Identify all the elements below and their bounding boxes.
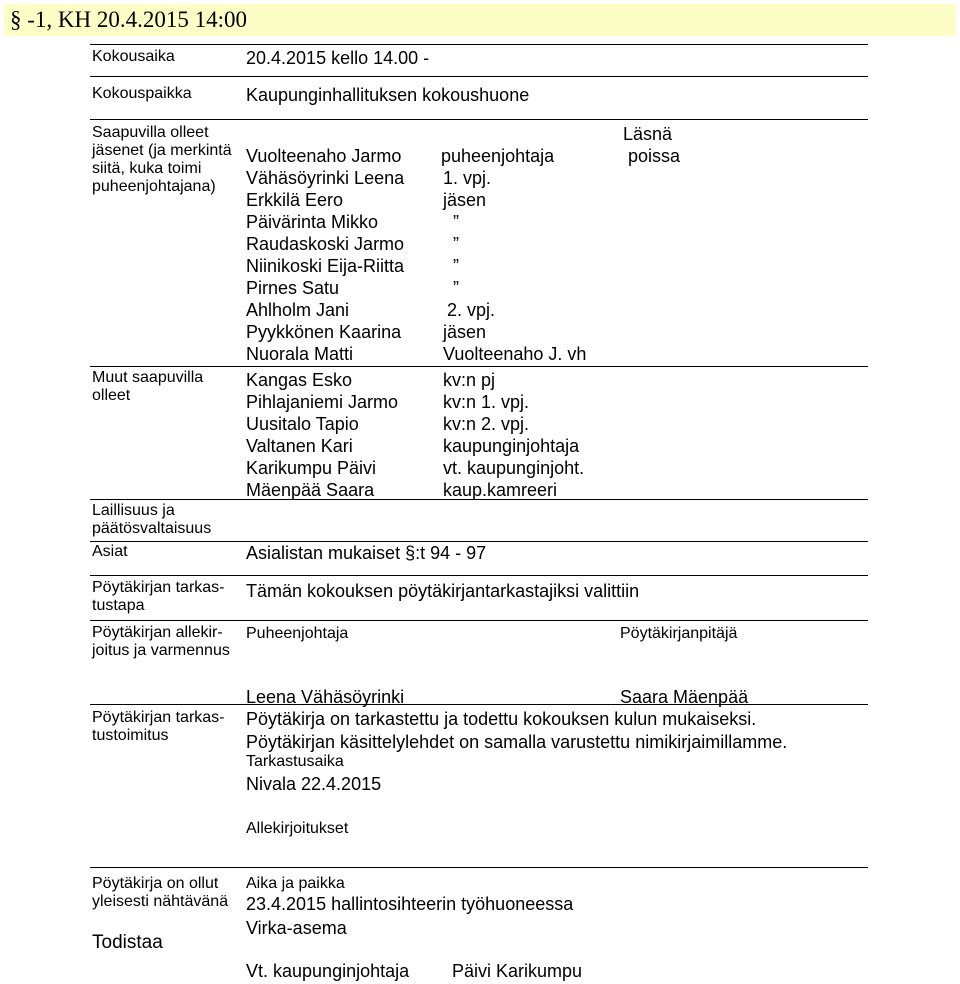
members-label-line: jäsenet (ja merkintä — [92, 142, 232, 159]
meeting-place-value: Kaupunginhallituksen kokoushuone — [246, 85, 530, 105]
attendee-name: Uusitalo Tapio — [246, 414, 359, 434]
member-role: ” — [453, 256, 459, 276]
review-method-label-line: Pöytäkirjan tarkas- — [92, 579, 225, 596]
member-role: ” — [453, 212, 459, 232]
others-label-line: olleet — [92, 387, 131, 404]
position-caption: Virka-asema — [246, 918, 347, 938]
signatures-caption: Allekirjoitukset — [246, 820, 349, 837]
secretary-name: Saara Mäenpää — [620, 687, 749, 707]
attendee-name: Pihlajaniemi Jarmo — [246, 392, 399, 412]
public-display-label-line: yleisesti nähtävänä — [92, 893, 229, 910]
signing-label-line: joitus ja varmennus — [92, 642, 230, 659]
meeting-time-label: Kokousaika — [92, 48, 175, 65]
attendee-role: kv:n 2. vpj. — [443, 414, 530, 434]
member-name: Erkkilä Eero — [246, 190, 344, 210]
members-label-line: siitä, kuka toimi — [92, 160, 202, 177]
member-role: jäsen — [443, 322, 487, 342]
meeting-place-label: Kokouspaikka — [92, 85, 192, 102]
divider — [90, 867, 868, 868]
chair-caption: Puheenjohtaja — [246, 625, 349, 642]
review-statement: Pöytäkirjan käsittelylehdet on samalla varustettu nimikirjaimillamme. — [246, 732, 788, 752]
review-time-caption: Tarkastusaika — [246, 753, 344, 770]
position-value: Vt. kaupunginjohtaja — [246, 961, 410, 981]
member-role: Vuolteenaho J. vh — [443, 344, 587, 364]
member-name: Raudaskoski Jarmo — [246, 234, 405, 254]
member-name: Vähäsöyrinki Leena — [246, 168, 405, 188]
divider — [90, 76, 868, 77]
divider — [90, 620, 868, 621]
items-label: Asiat — [92, 543, 128, 560]
attendee-role: kv:n pj — [443, 370, 496, 390]
member-name: Nuorala Matti — [246, 344, 354, 364]
divider — [90, 366, 868, 367]
certifies-label: Todistaa — [92, 932, 163, 953]
member-role: ” — [453, 234, 459, 254]
member-name: Pirnes Satu — [246, 278, 340, 298]
items-value: Asialistan mukaiset §:t 94 - 97 — [246, 543, 487, 563]
members-label-line: Saapuvilla olleet — [92, 124, 209, 141]
review-place-date: Nivala 22.4.2015 — [246, 774, 382, 794]
others-label-line: Muut saapuvilla — [92, 369, 204, 386]
member-name: Päivärinta Mikko — [246, 212, 379, 232]
present-column-header: Läsnä — [623, 124, 673, 144]
attendee-name: Kangas Esko — [246, 370, 353, 390]
meeting-time-value: 20.4.2015 kello 14.00 - — [246, 48, 430, 68]
secretary-caption: Pöytäkirjanpitäjä — [620, 625, 738, 642]
review-method-value: Tämän kokouksen pöytäkirjantarkastajiksi valittiin — [246, 581, 640, 601]
divider — [90, 119, 868, 120]
public-display-label-line: Pöytäkirja on ollut — [92, 875, 219, 892]
attendee-name: Valtanen Kari — [246, 436, 353, 456]
member-name: Ahlholm Jani — [246, 300, 350, 320]
member-name: Pyykkönen Kaarina — [246, 322, 402, 342]
attendee-role: kv:n 1. vpj. — [443, 392, 530, 412]
signer-name: Päivi Karikumpu — [452, 961, 583, 981]
attendee-role: kaupunginjohtaja — [443, 436, 580, 456]
signing-label-line: Pöytäkirjan allekir- — [92, 624, 223, 641]
member-role: 2. vpj. — [442, 300, 496, 320]
document-header: § -1, KH 20.4.2015 14:00 — [4, 4, 956, 36]
member-name: Niinikoski Eija-Riitta — [246, 256, 405, 276]
absent-column-header: poissa — [628, 146, 681, 166]
member-name: Vuolteenaho Jarmo — [246, 146, 402, 166]
attendee-role: kaup.kamreeri — [443, 480, 558, 500]
member-role: puheenjohtaja — [441, 146, 555, 166]
member-role: jäsen — [443, 190, 487, 210]
time-place-value: 23.4.2015 hallintosihteerin työhuoneessa — [246, 894, 574, 914]
attendee-name: Karikumpu Päivi — [246, 458, 377, 478]
attendee-name: Mäenpää Saara — [246, 480, 375, 500]
legality-label-line: päätösvaltaisuus — [92, 520, 212, 537]
member-role: ” — [453, 278, 459, 298]
review-method-label-line: tustapa — [92, 597, 145, 614]
divider — [90, 575, 868, 576]
members-label-line: puheenjohtajana) — [92, 178, 216, 195]
review-label-line: tustoimitus — [92, 727, 169, 744]
review-label-line: Pöytäkirjan tarkas- — [92, 709, 225, 726]
legality-label-line: Laillisuus ja — [92, 502, 175, 519]
divider — [90, 704, 868, 705]
divider — [90, 44, 868, 45]
time-place-caption: Aika ja paikka — [246, 875, 345, 892]
member-role: 1. vpj. — [443, 168, 492, 188]
chair-name: Leena Vähäsöyrinki — [246, 687, 405, 707]
review-statement: Pöytäkirja on tarkastettu ja todettu kokouksen kulun mukaiseksi. — [246, 709, 757, 729]
attendee-role: vt. kaupunginjoht. — [443, 458, 585, 478]
